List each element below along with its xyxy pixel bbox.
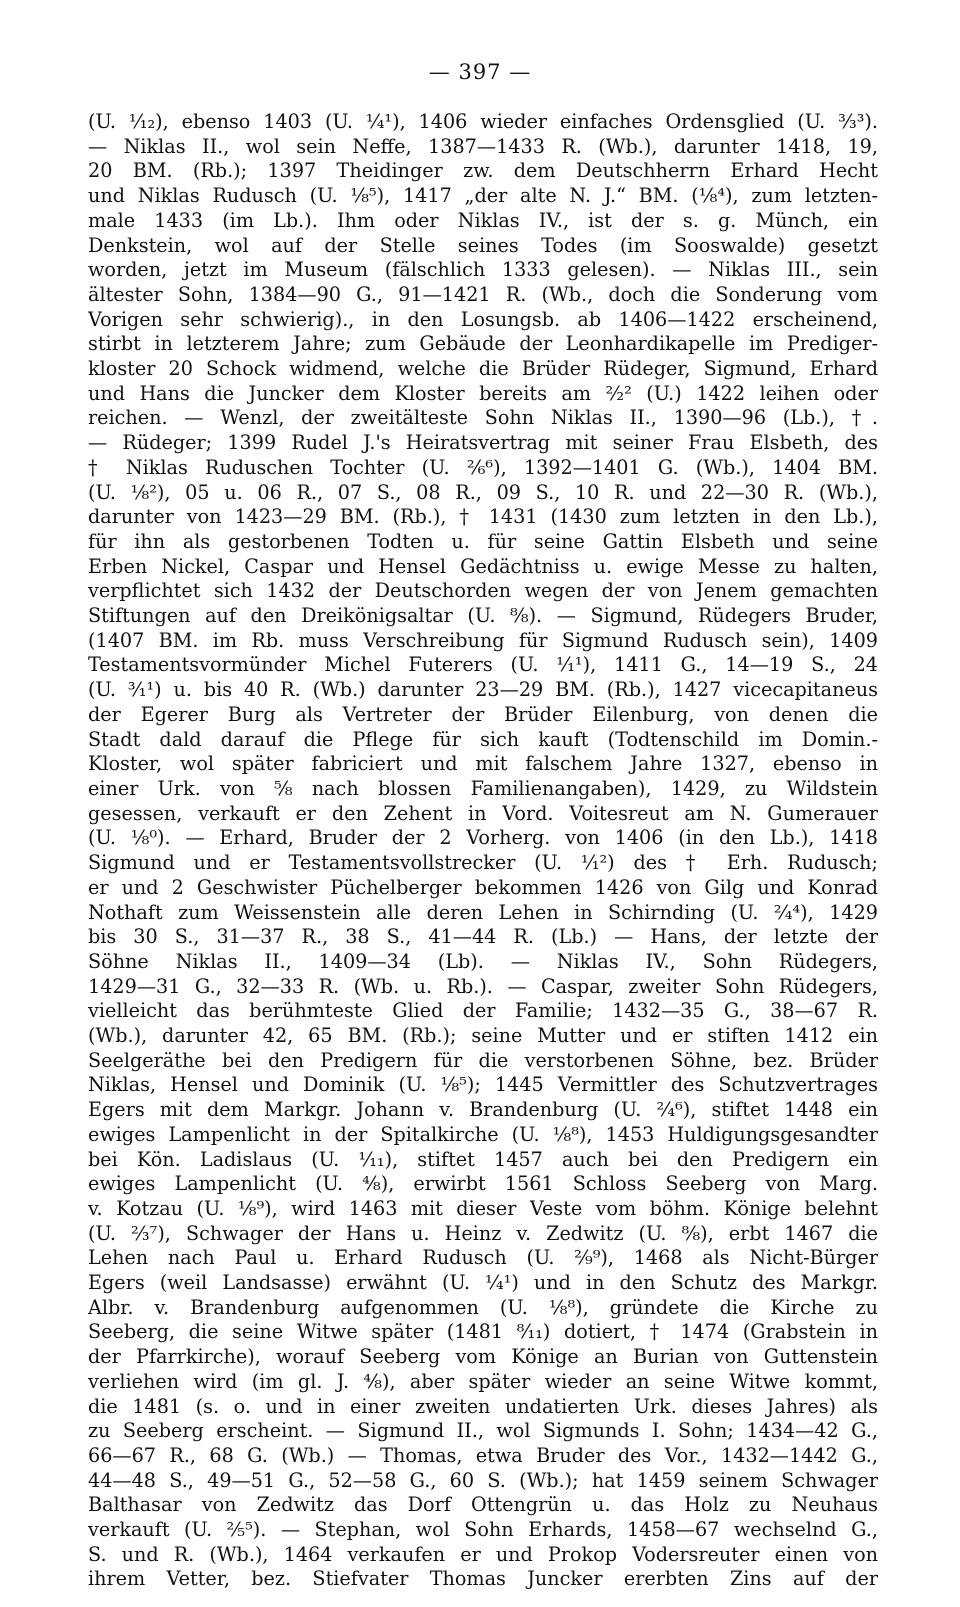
- text-line: 66—67 R., 68 G. (Wb.) — Thomas, etwa Bruder des Vor., 1432—1442 G.,: [88, 1443, 878, 1467]
- text-line: (Wb.), darunter 42, 65 BM. (Rb.); seine Mutter und er stiften 1412 ein: [88, 1024, 878, 1048]
- text-line: zu Seeberg erscheint. — Sigmund II., wol Sigmunds I. Sohn; 1434—42 G.,: [88, 1419, 878, 1443]
- text-line: der Pfarrkirche), worauf Seeberg vom Könige an Burian von Guttenstein: [88, 1345, 878, 1369]
- text-line: kloster 20 Schock widmend, welche die Brüder Rüdeger, Sigmund, Erhard: [88, 357, 878, 381]
- text-line: S. und R. (Wb.), 1464 verkaufen er und Prokop Vodersreuter einen von: [88, 1542, 878, 1566]
- text-line: Vorigen sehr schwierig)., in den Losungsb. ab 1406—1422 erscheinend,: [88, 307, 878, 331]
- text-line: darunter von 1423—29 BM. (Rb.), † 1431 (1430 zum letzten in den Lb.),: [88, 505, 878, 529]
- text-line: Stiftungen auf den Dreikönigsaltar (U. ⁸⁄₈). — Sigmund, Rüdegers Bruder,: [88, 604, 878, 628]
- text-line: Niklas, Hensel und Dominik (U. ¹⁄₈⁵); 1445 Vermittler des Schutzvertrages: [88, 1073, 878, 1097]
- text-line: ältester Sohn, 1384—90 G., 91—1421 R. (Wb., doch die Sonderung vom: [88, 282, 878, 306]
- text-line: verpflichtet sich 1432 der Deutschorden wegen der von Jenem gemachten: [88, 579, 878, 603]
- text-line: Denkstein, wol auf der Stelle seines Todes (im Sooswalde) gesetzt: [88, 233, 878, 257]
- text-line: Nothaft zum Weissenstein alle deren Lehen in Schirnding (U. ²⁄₄⁴), 1429: [88, 900, 878, 924]
- text-line: Erben Nickel, Caspar und Hensel Gedächtniss u. ewige Messe zu halten,: [88, 554, 878, 578]
- page-number: — 397 —: [428, 60, 532, 84]
- text-line: ewiges Lampenlicht in der Spitalkirche (U. ¹⁄₈⁸), 1453 Huldigungsgesandter: [88, 1122, 878, 1146]
- text-line: und Niklas Rudusch (U. ¹⁄₈⁵), 1417 „der alte N. J.“ BM. (¹⁄₈⁴), zum letzten-: [88, 184, 878, 208]
- body-text: [88, 110, 878, 1592]
- text-line: Balthasar von Zedwitz das Dorf Ottengrün u. das Holz zu Neuhaus: [88, 1493, 878, 1517]
- text-line: (U. ¹⁄₈⁰). — Erhard, Bruder der 2 Vorherg. von 1406 (in den Lb.), 1418: [88, 826, 878, 850]
- text-line: für ihn als gestorbenen Todten u. für seine Gattin Elsbeth und seine: [88, 529, 878, 553]
- text-line: die 1481 (s. o. und in einer zweiten undatierten Urk. dieses Jahres) als: [88, 1394, 878, 1418]
- text-line: Egers (weil Landsasse) erwähnt (U. ¹⁄₄¹) und in den Schutz des Markgr.: [88, 1271, 878, 1295]
- text-line: (U. ²⁄₃⁷), Schwager der Hans u. Heinz v. Zedwitz (U. ⁸⁄₈), erbt 1467 die: [88, 1221, 878, 1245]
- text-line: Egers mit dem Markgr. Johann v. Brandenburg (U. ²⁄₄⁶), stiftet 1448 ein: [88, 1098, 878, 1122]
- text-line: verkauft (U. ²⁄₅⁵). — Stephan, wol Sohn Erhards, 1458—67 wechselnd G.,: [88, 1518, 878, 1542]
- text-line: einer Urk. von ⁵⁄₈ nach blossen Familienangaben), 1429, zu Wildstein: [88, 776, 878, 800]
- text-line: gesessen, verkauft er den Zehent in Vord. Voitesreut am N. Gumerauer: [88, 801, 878, 825]
- text-line: reichen. — Wenzl, der zweitälteste Sohn Niklas II., 1390—96 (Lb.), †.: [88, 406, 878, 430]
- text-line: — Niklas II., wol sein Neffe, 1387—1433 R. (Wb.), darunter 1418, 19,: [88, 134, 878, 158]
- text-line: (1407 BM. im Rb. muss Verschreibung für Sigmund Rudusch sein), 1409: [88, 628, 878, 652]
- text-line: Söhne Niklas II., 1409—34 (Lb). — Niklas IV., Sohn Rüdegers,: [88, 949, 878, 973]
- text-line: (U. ¹⁄₈²), 05 u. 06 R., 07 S., 08 R., 09 S., 10 R. und 22—30 R. (Wb.),: [88, 480, 878, 504]
- text-line: er und 2 Geschwister Püchelberger bekommen 1426 von Gilg und Konrad: [88, 875, 878, 899]
- text-line: ihrem Vetter, bez. Stiefvater Thomas Juncker ererbten Zins auf der: [88, 1567, 878, 1591]
- text-line: Seeberg, die seine Witwe später (1481 ⁸⁄₁₁) dotiert, † 1474 (Grabstein in: [88, 1320, 878, 1344]
- text-line: vielleicht das berühmteste Glied der Familie; 1432—35 G., 38—67 R.: [88, 999, 878, 1023]
- text-line: Kloster, wol später fabriciert und mit falschem Jahre 1327, ebenso in: [88, 752, 878, 776]
- text-line: bei Kön. Ladislaus (U. ¹⁄₁₁), stiftet 1457 auch bei den Predigern ein: [88, 1147, 878, 1171]
- text-line: Albr. v. Brandenburg aufgenommen (U. ¹⁄₈⁸), gründete die Kirche zu: [88, 1295, 878, 1319]
- text-line: Lehen nach Paul u. Erhard Rudusch (U. ²⁄₉⁹), 1468 als Nicht-Bürger: [88, 1246, 878, 1270]
- text-line: ewiges Lampenlicht (U. ⁴⁄₈), erwirbt 1561 Schloss Seeberg von Marg.: [88, 1172, 878, 1196]
- text-line: worden, jetzt im Museum (fälschlich 1333 gelesen). — Niklas III., sein: [88, 258, 878, 282]
- text-line: (U. ¹⁄₁₂), ebenso 1403 (U. ¹⁄₄¹), 1406 wieder einfaches Ordensglied (U. ³⁄₃³).: [88, 110, 878, 133]
- text-line: v. Kotzau (U. ¹⁄₈⁹), wird 1463 mit dieser Veste vom böhm. Könige belehnt: [88, 1196, 878, 1220]
- text-line: Testamentsvormünder Michel Futerers (U. ¹⁄₁¹), 1411 G., 14—19 S., 24: [88, 653, 878, 677]
- text-line: stirbt in letzterem Jahre; zum Gebäude der Leonhardikapelle im Prediger-: [88, 332, 878, 356]
- text-line: 44—48 S., 49—51 G., 52—58 G., 60 S. (Wb.); hat 1459 seinem Schwager: [88, 1468, 878, 1492]
- text-line: Stadt dald darauf die Pflege für sich kauft (Todtenschild im Domin.-: [88, 727, 878, 751]
- text-line: und Hans die Juncker dem Kloster bereits am ²⁄₂² (U.) 1422 leihen oder: [88, 381, 878, 405]
- text-line: 1429—31 G., 32—33 R. (Wb. u. Rb.). — Caspar, zweiter Sohn Rüdegers,: [88, 974, 878, 998]
- text-line: der Egerer Burg als Vertreter der Brüder Eilenburg, von denen die: [88, 702, 878, 726]
- text-line: — Rüdeger; 1399 Rudel J.'s Heiratsvertrag mit seiner Frau Elsbeth, des: [88, 431, 878, 455]
- text-line: bis 30 S., 31—37 R., 38 S., 41—44 R. (Lb.) — Hans, der letzte der: [88, 925, 878, 949]
- text-line: † Niklas Ruduschen Tochter (U. ²⁄₆⁶), 1392—1401 G. (Wb.), 1404 BM.: [88, 455, 878, 479]
- text-line: Sigmund und er Testamentsvollstrecker (U. ¹⁄₁²) des † Erh. Rudusch;: [88, 851, 878, 875]
- text-line: 20 BM. (Rb.); 1397 Theidinger zw. dem Deutschherrn Erhard Hecht: [88, 159, 878, 183]
- text-line: Seelgeräthe bei den Predigern für die verstorbenen Söhne, bez. Brüder: [88, 1048, 878, 1072]
- text-line: (U. ³⁄₁¹) u. bis 40 R. (Wb.) darunter 23—29 BM. (Rb.), 1427 vicecapitaneus: [88, 678, 878, 702]
- text-line: verliehen wird (im gl. J. ⁴⁄₈), aber später wieder an seine Witwe kommt,: [88, 1369, 878, 1393]
- text-line: male 1433 (im Lb.). Ihm oder Niklas IV., ist der s. g. Münch, ein: [88, 208, 878, 232]
